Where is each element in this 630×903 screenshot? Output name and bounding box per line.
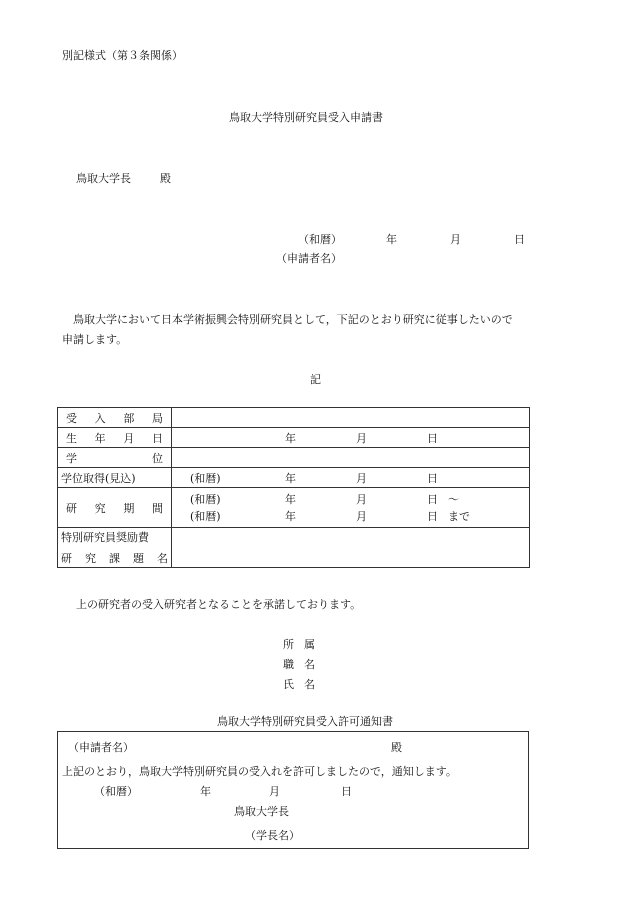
notice-text: 上記のとおり，鳥取大学特別研究員の受入れを許可しましたので，通知します。 [62, 765, 457, 778]
table-row [58, 488, 530, 528]
table-row [58, 408, 530, 428]
date-year: 年 [386, 233, 397, 246]
table-row [58, 448, 530, 468]
degree-value [172, 448, 530, 468]
notice-president-name: （学長名） [245, 829, 300, 842]
period-value: (和暦) 年 月 日 ～ (和暦) 年 月 日 まで [172, 488, 530, 528]
post-label: 職 名 [283, 658, 315, 671]
body-text: 鳥取大学において日本学術振興会特別研究員として，下記のとおり研究に従事したいので [73, 313, 513, 326]
label-dept: 受 入 部 局 [58, 408, 172, 428]
name-label: 氏 名 [283, 678, 315, 691]
label-birth: 生 年 月 日 [58, 428, 172, 448]
date-era: （和暦） [298, 233, 342, 246]
grant-topic-value [172, 528, 530, 568]
notice-month: 月 [269, 785, 280, 798]
ki-heading: 記 [310, 373, 321, 386]
addressee: 鳥取大学長 [76, 172, 131, 185]
date-month: 月 [450, 233, 461, 246]
date-day: 日 [514, 233, 525, 246]
body-text: 申請します。 [62, 333, 128, 346]
label-grant-topic: 特別研究員奨励費 研 究 課 題 名 [58, 528, 172, 568]
label-degree: 学 位 [58, 448, 172, 468]
notice-honorific: 殿 [391, 741, 402, 754]
honorific: 殿 [160, 172, 171, 185]
applicant-name: （申請者名） [276, 252, 342, 265]
table-row [58, 428, 530, 448]
dept-value [172, 408, 530, 428]
label-degree-expected: 学位取得(見込) [58, 468, 172, 488]
notice-box [57, 731, 529, 849]
notice-day: 日 [341, 785, 352, 798]
birth-value: 年 月 日 [172, 428, 530, 448]
table-row [58, 528, 530, 568]
consent-text: 上の研究者の受入研究者となることを承諾しております。 [76, 598, 362, 611]
notice-applicant: （申請者名） [68, 741, 134, 754]
notice-year: 年 [200, 785, 211, 798]
notice-title: 鳥取大学特別研究員受入許可通知書 [217, 715, 393, 728]
document-title: 鳥取大学特別研究員受入申請書 [229, 111, 383, 124]
application-table [57, 407, 530, 568]
degree-expected-value: (和暦) 年 月 日 [172, 468, 530, 488]
header-note: 別記様式（第３条関係） [62, 49, 183, 62]
notice-president: 鳥取大学長 [234, 805, 289, 818]
table-row [58, 468, 530, 488]
label-period: 研 究 期 間 [58, 488, 172, 528]
affiliation-label: 所 属 [283, 638, 315, 651]
notice-era: （和暦） [94, 785, 138, 798]
